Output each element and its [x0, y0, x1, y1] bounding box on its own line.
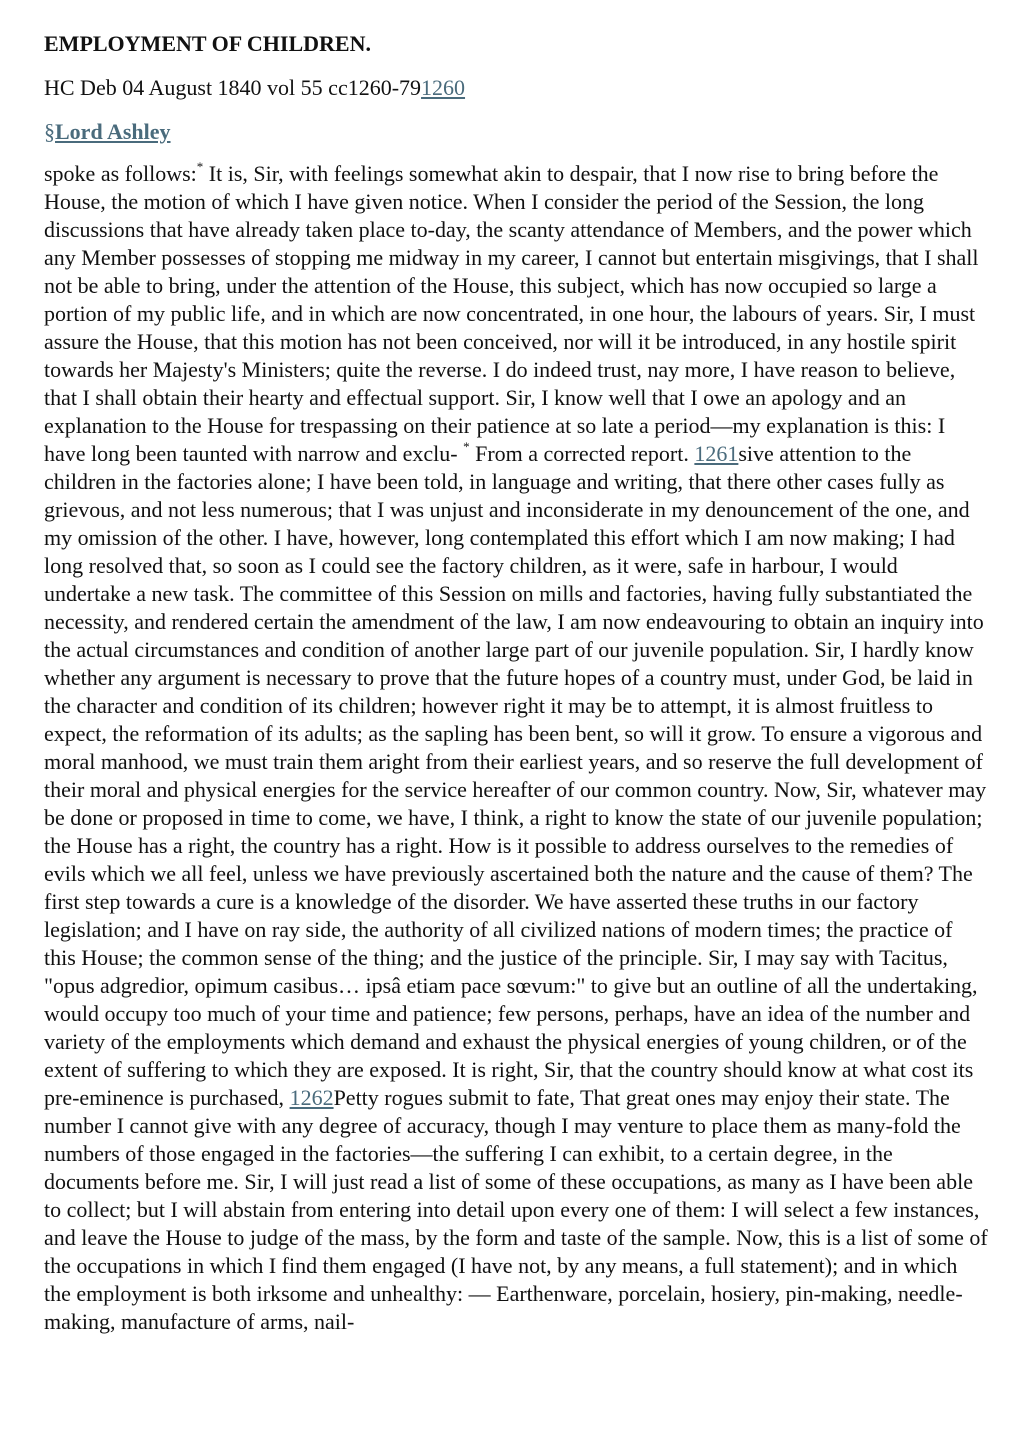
debate-citation [44, 74, 988, 102]
column-link-1262[interactable]: 1262 [289, 1085, 334, 1110]
citation-text: HC Deb 04 August 1840 vol 55 cc1260-79 [44, 75, 422, 100]
column-link-1260[interactable]: 1260 [421, 75, 466, 100]
footnote-marker: * [196, 158, 204, 174]
page-title: EMPLOYMENT OF CHILDREN. [44, 31, 371, 56]
speech-body [44, 160, 988, 1336]
footnote-text: From a corrected report. [469, 441, 695, 466]
column-link-1261[interactable]: 1261 [694, 441, 739, 466]
speaker-heading [44, 118, 988, 146]
speech-segment: sive attention to the children in the factories alone; I have been told, in language and writing, that there other cases fully as grievous, and not less numerous; that I was unjust and inconsiderate in my denouncement of the one, and my omission of the other. I have, however, long contemplated this effort which I am now making; I had long resolved that, so soon as I could see the factory children, as it were, safe in harbour, I would undertake a new task. The committee of this Session on mills and factories, having fully substantiated the necessity, and rendered certain the amendment of the law, I am now endeavouring to obtain an inquiry into the actual circumstances and condition of another large part of our juvenile population. Sir, I hardly know whether any argument is necessary to prove that the future hopes of a country must, under God, be laid in the character and condition of its children; however right it may be to attempt, it is almost fruitless to expect, the reformation of its adults; as the sapling has been bent, so will it grow. To ensure a vigorous and moral manhood, we must train them aright from their earliest years, and so reserve the full development of their moral and physical energies for the service hereafter of our common country. Now, Sir, whatever may be done or proposed in time to come, we have, I think, a right to know the state of our juvenile population; the House has a right, the country has a right. How is it possible to address ourselves to the remedies of evils which we all feel, unless we have previously ascertained both the nature and the cause of them? The first step towards a cure is a knowledge of the disorder. We have asserted these truths in our factory legislation; and I have on ray side, the authority of all civilized nations of modern times; the practice of this House; the common sense of the thing; and the justice of the principle. Sir, I may say with Tacitus, "opus adgredior, opimum casibus… ipsâ etiam pace sœvum:" to give but an outline of all the undertaking, would occupy too much of your time and patience; few persons, perhaps, have an idea of the number and variety of the employments which demand and exhaust the physical energies of young children, or of the extent of suffering to which they are exposed. It is right, Sir, that the country should know at what cost its pre-eminence is purchased, [44, 441, 987, 1110]
footnote-marker: * [463, 438, 470, 454]
speech-segment: spoke as follows: [44, 161, 197, 186]
section-mark: § [44, 119, 55, 144]
speaker-link[interactable]: Lord Ashley [55, 119, 171, 144]
speech-segment: Petty rogues submit to fate, That great ones may enjoy their state. The number I cannot give with any degree of accuracy, though I may venture to place them as many-fold the numbers of those engaged in the factories—the suffering I can exhibit, to a certain degree, in the documents before me. Sir, I will just read a list of some of these occupations, as many as I have been able to collect; but I will abstain from entering into detail upon every one of them: I will select a few instances, and leave the House to judge of the mass, by the form and taste of the sample. Now, this is a list of some of the occupations in which I find them engaged (I have not, by any means, a full statement); and in which the employment is both irksome and unhealthy: — Earthenware, porcelain, hosiery, pin-making, needle-making, manufacture of arms, nail- [44, 1085, 988, 1334]
speech-segment: It is, Sir, with feelings somewhat akin to despair, that I now rise to bring before the House, the motion of which I have given notice. When I consider the period of the Session, the long discussions that have already taken place to-day, the scanty attendance of Members, and the power which any Member possesses of stopping me midway in my career, I cannot but entertain misgivings, that I shall not be able to bring, under the attention of the House, this subject, which has now occupied so large a portion of my public life, and in which are now concentrated, in one hour, the labours of years. Sir, I must assure the House, that this motion has not been conceived, nor will it be introduced, in any hostile spirit towards her Majesty's Ministers; quite the reverse. I do indeed trust, nay more, I have reason to believe, that I shall obtain their hearty and effectual support. Sir, I know well that I owe an apology and an explanation to the House for trespassing on their patience at so late a period—my explanation is this: I have long been taunted with narrow and exclu- [44, 161, 979, 466]
